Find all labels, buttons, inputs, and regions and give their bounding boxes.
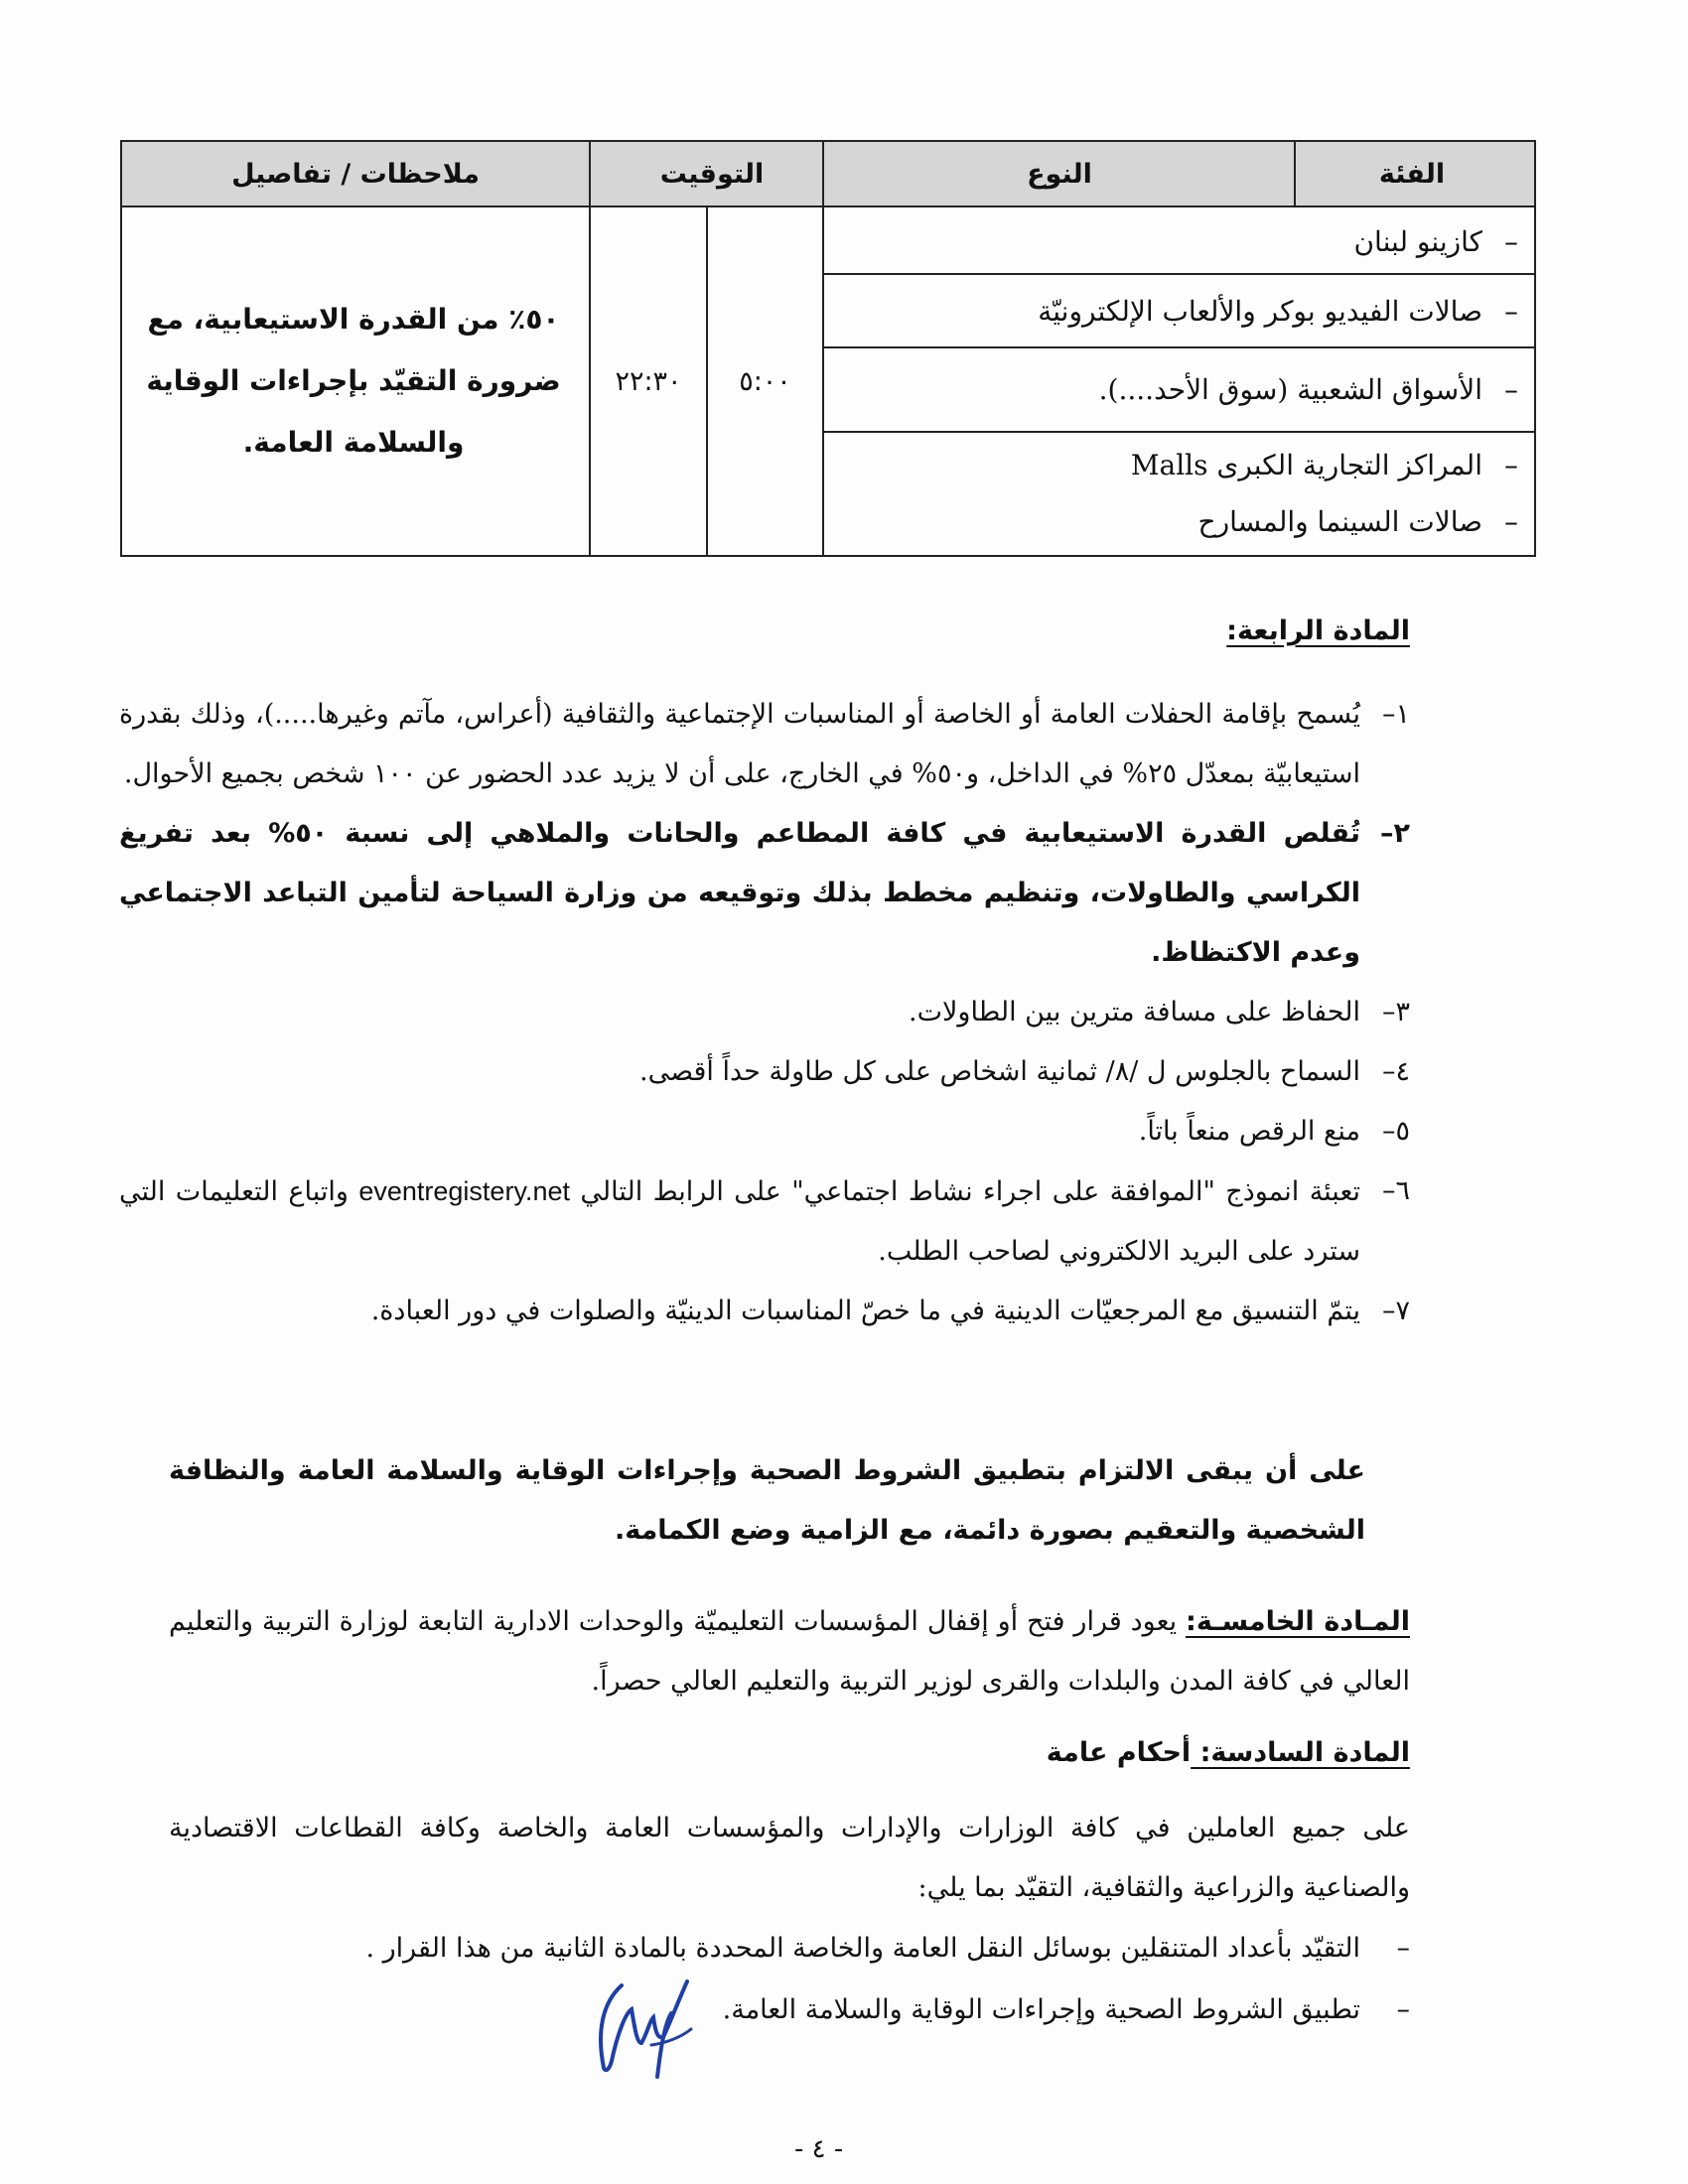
article6-subtitle: أحكام عامة [1046,1737,1192,1768]
type-label: المراكز التجارية الكبرى Malls [1130,448,1482,481]
item-number: ٦– [1381,1175,1410,1206]
item-text: تُقلص القدرة الاستيعابية في كافة المطاعم والحانات والملاهي إلى نسبة ٥٠% بعد تفريغ الكراسي والطاولات، وتنظيم مخطط بذلك وتوقيعه من وزارة السياحة لتأمين التباعد الاجتماعي وعدم الاكتظاظ. [119,818,1360,968]
header-category: الفئة [1378,158,1446,190]
list-item [218,1918,1410,1979]
article4-closing: على أن يبقى الالتزام بتطبيق الشروط الصحية وإجراءات الوقاية والسلامة العامة والنظافة الشخصية والتعقيم بصورة دائمة، مع الزامية وضع الكمامة. [169,1455,1365,1546]
row-divider [822,273,1534,275]
item-text: تعبئة انموذج "الموافقة على اجراء نشاط اجتماعي" على الرابط التالي [580,1176,1360,1207]
item-number: ١– [1381,699,1410,730]
type-item [833,437,1518,492]
column-divider [822,142,824,555]
item-text: منع الرقص منعاً باتاً. [1138,1116,1360,1147]
list-item [119,685,1410,804]
type-label: صالات السينما والمسارح [1197,504,1482,538]
item-text: التقيّد بأعداد المتنقلين بوسائل النقل العامة والخاصة المحددة بالمادة الثانية من هذا القرار . [365,1933,1360,1964]
item-text: الحفاظ على مسافة مترين بين الطاولات. [909,997,1360,1027]
article4-list [119,685,1410,1341]
bullet-dash: – [1504,448,1518,481]
list-item [119,983,1410,1042]
registration-link[interactable]: eventregistery.net [358,1176,570,1206]
article6-heading: المادة السادسة: [1199,1737,1410,1768]
list-item [119,804,1410,983]
row-divider [822,346,1534,348]
signature-mark [592,1974,706,2083]
article4-heading: المادة الرابعة: [1226,615,1410,646]
list-item [218,1979,1410,2041]
item-text: يُسمح بإقامة الحفلات العامة أو الخاصة أو المناسبات الإجتماعية والثقافية (أعراس، مآتم وغيرها.....)، وذلك بقدرة استيعابيّة بمعدّل ٢٥% في الداخل، و٥٠% في الخارج، على أن لا يزيد عدد الحضور عن ١٠٠ شخص بجميع الأحوال. [119,699,1360,789]
time-from: ٥:٠٠ [739,365,791,397]
time-to: ٢٢:٣٠ [615,365,682,397]
table-header [122,142,1534,207]
bullet-dash: – [1504,224,1518,258]
bullet-dash: – [1396,1994,1410,2025]
type-label: كازينو لبنان [1353,224,1482,258]
article6-intro: على جميع العاملين في كافة الوزارات والإدارات والمؤسسات العامة والخاصة وكافة القطاعات الاقتصادية والصناعية والزراعية والثقافية، التقيّد بما يلي: [169,1813,1410,1903]
type-item [833,493,1518,549]
type-item [833,213,1518,269]
bullet-dash: – [1504,372,1518,406]
item-number: ٣– [1381,997,1410,1027]
header-divider [1294,142,1296,205]
activities-table [120,140,1536,557]
item-number: ٥– [1381,1116,1410,1147]
list-item [119,1161,1410,1282]
bullet-dash: – [1396,1933,1410,1964]
bullet-dash: – [1504,504,1518,538]
article6-heading-row [1047,1737,1410,1768]
header-notes: ملاحظات / تفاصيل [231,158,480,190]
item-text: السماح بالجلوس ل /٨/ ثمانية اشخاص على كل طاولة حداً أقصى. [639,1056,1360,1087]
page-number: - ٤ - [794,2134,844,2164]
type-item [833,361,1518,417]
list-item [119,1102,1410,1161]
item-text: واتباع التعليمات التي سترد على البريد الالكتروني لصاحب الطلب. [119,1176,1360,1267]
item-number: ٤– [1381,1056,1410,1087]
item-number: ٢– [1380,818,1410,849]
bullet-dash: – [1504,294,1518,328]
article5-heading: المـادة الخامسـة: [1186,1606,1410,1637]
article6-list [218,1918,1410,2041]
item-number: ٧– [1381,1296,1410,1326]
notes-text: ٥٠٪ من القدرة الاستيعابية، مع ضرورة التقيّد بإجراءات الوقاية والسلامة العامة. [146,303,561,459]
type-label: الأسواق الشعبية (سوق الأحد....). [1098,372,1482,406]
article5-text: يعود قرار فتح أو إقفال المؤسسات التعليميّة والوحدات الادارية التابعة لوزارة التربية والتعليم العالي في كافة المدن والبلدات والقرى لوزير التربية والتعليم العالي حصراً. [169,1606,1410,1697]
list-item [119,1042,1410,1102]
header-timing: التوقيت [659,158,765,190]
list-item [119,1282,1410,1341]
item-text: تطبيق الشروط الصحية وإجراءات الوقاية والسلامة العامة. [722,1994,1360,2025]
type-label: صالات الفيديو بوكر والألعاب الإلكترونيّة [1038,294,1482,328]
article5-paragraph [169,1592,1410,1711]
item-text: يتمّ التنسيق مع المرجعيّات الدينية في ما خصّ المناسبات الدينيّة والصلوات في دور العبادة. [370,1296,1360,1326]
type-item [833,283,1518,339]
header-type: النوع [1027,158,1092,190]
row-divider [822,431,1534,433]
